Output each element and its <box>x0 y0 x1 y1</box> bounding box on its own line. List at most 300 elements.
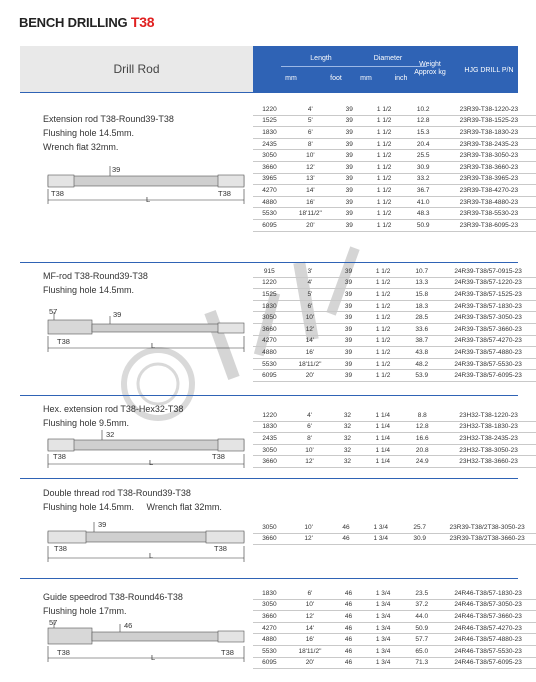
table-row <box>253 335 536 347</box>
table-cell: 1 1/2 <box>364 127 405 139</box>
table-cell: 1 1/2 <box>363 289 403 301</box>
table-cell: 23R39-T38/2T38-3050-23 <box>438 522 536 533</box>
table-cell: 48.2 <box>403 358 440 370</box>
table-cell: 32 <box>333 421 362 433</box>
table-cell: 36.7 <box>405 185 442 197</box>
dimension-coupling-diameter: 57 <box>49 307 58 316</box>
table-cell: 4880 <box>253 196 286 208</box>
table-cell: 71.3 <box>403 657 440 669</box>
table-row <box>253 208 536 220</box>
table-cell: 15.3 <box>405 127 442 139</box>
table-cell: 24R46-T38/57-3660-23 <box>440 611 536 623</box>
table-cell: 1830 <box>253 421 286 433</box>
table-cell: 24R46-T38/57-4270-23 <box>440 622 536 634</box>
thread-label-left: T38 <box>57 648 70 657</box>
header-length: Length <box>310 55 332 62</box>
table-cell: 13' <box>286 173 335 185</box>
table-cell: 1830 <box>253 300 286 312</box>
table-cell: 39 <box>334 266 363 277</box>
title-prefix: BENCH DRILLING <box>19 15 128 30</box>
table-cell: 12.8 <box>403 421 441 433</box>
table-cell: 39 <box>334 347 363 359</box>
table-cell: 6095 <box>253 657 286 669</box>
table-cell: 4880 <box>253 347 286 359</box>
table-cell: 23R39-T38/2T38-3660-23 <box>438 533 536 545</box>
table-cell: 24R46-T38/57-5530-23 <box>440 645 536 657</box>
section-divider <box>20 92 518 93</box>
table-cell: 46 <box>334 611 363 623</box>
table-cell: 20.8 <box>403 444 441 456</box>
header-drill-rod: Drill Rod <box>113 62 160 76</box>
table-cell: 1220 <box>253 410 286 421</box>
header-weight: Weight <box>419 61 441 68</box>
table-cell: 48.3 <box>405 208 442 220</box>
table-cell: 1830 <box>253 127 286 139</box>
table-cell: 65.0 <box>403 645 440 657</box>
thread-label-right: T38 <box>218 189 231 198</box>
table-cell: 1 1/2 <box>364 104 405 115</box>
table-cell: 1 1/2 <box>364 150 405 162</box>
thread-label-right: T38 <box>221 648 234 657</box>
table-cell: 39 <box>335 150 364 162</box>
table-cell: 12' <box>286 323 335 335</box>
table-row <box>253 456 536 468</box>
table-cell: 44.0 <box>403 611 440 623</box>
page-title <box>19 14 154 30</box>
table-row <box>253 611 536 623</box>
table-row <box>253 138 536 150</box>
table-row <box>253 115 536 127</box>
table-cell: 1 1/2 <box>363 266 403 277</box>
table-row <box>253 421 536 433</box>
section-divider <box>20 478 518 479</box>
table-cell: 5530 <box>253 208 286 220</box>
table-cell: 18'11/2" <box>286 358 335 370</box>
table-cell: 10' <box>286 312 335 324</box>
section-line: Hex. extension rod T38-Hex32-T38 <box>43 404 184 414</box>
table-cell: 1 1/4 <box>362 444 403 456</box>
spec-table <box>253 588 536 669</box>
table-cell: 3' <box>286 266 335 277</box>
table-row <box>253 127 536 139</box>
table-cell: 14' <box>286 335 335 347</box>
table-cell: 3050 <box>253 522 286 533</box>
table-cell: 33.6 <box>403 323 440 335</box>
dimension-diameter: 39 <box>98 520 107 529</box>
table-cell: 1 3/4 <box>363 634 403 646</box>
table-row <box>253 277 536 289</box>
table-row <box>253 104 536 115</box>
table-row <box>253 657 536 669</box>
table-cell: 24R39-T38/57-1525-23 <box>440 289 536 301</box>
table-row <box>253 444 536 456</box>
thread-label-right: T38 <box>212 452 225 461</box>
dimension-diameter: 39 <box>113 310 122 319</box>
table-cell: 6095 <box>253 219 286 231</box>
table-cell: 18'11/2" <box>286 208 335 220</box>
table-cell: 39 <box>334 312 363 324</box>
dimension-length: L <box>149 551 154 560</box>
table-cell: 39 <box>335 104 364 115</box>
thread-label-right: T38 <box>214 544 227 553</box>
table-row <box>253 358 536 370</box>
table-cell: 20' <box>286 370 335 382</box>
table-cell: 1 1/2 <box>364 196 405 208</box>
table-cell: 1 1/2 <box>363 370 403 382</box>
table-cell: 1 1/4 <box>362 421 403 433</box>
table-cell: 50.9 <box>405 219 442 231</box>
table-cell: 12' <box>286 611 335 623</box>
table-row <box>253 289 536 301</box>
table-cell: 46 <box>334 588 363 599</box>
section-description <box>43 402 183 430</box>
table-cell: 39 <box>335 219 364 231</box>
dimension-coupling-diameter: 57 <box>49 618 58 627</box>
table-cell: 41.0 <box>405 196 442 208</box>
table-cell: 32 <box>333 456 362 468</box>
table-cell: 46 <box>331 533 360 545</box>
table-cell: 39 <box>335 196 364 208</box>
table-cell: 1 1/4 <box>362 433 403 445</box>
table-cell: 12' <box>286 533 332 545</box>
section-description <box>43 486 222 514</box>
table-cell: 6095 <box>253 370 286 382</box>
table-cell: 24R39-T38/57-3660-23 <box>440 323 536 335</box>
table-cell: 46 <box>334 634 363 646</box>
table-header <box>20 46 518 92</box>
table-cell: 23R39-T38-1220-23 <box>442 104 536 115</box>
table-cell: 1220 <box>253 104 286 115</box>
table-cell: 30.9 <box>401 533 438 545</box>
table-cell: 23R39-T38-1525-23 <box>442 115 536 127</box>
spec-table <box>253 410 536 468</box>
table-cell: 1 3/4 <box>360 522 401 533</box>
section-line: Flushing hole 14.5mm. <box>43 128 135 138</box>
dimension-diameter: 32 <box>106 430 115 439</box>
table-cell: 4880 <box>253 634 286 646</box>
thread-label-left: T38 <box>51 189 64 198</box>
table-cell: 8' <box>286 433 332 445</box>
table-cell: 24R39-T38/57-0915-23 <box>440 266 536 277</box>
table-cell: 23H32-T38-3660-23 <box>441 456 536 468</box>
table-cell: 1 1/2 <box>364 173 405 185</box>
rod-diagram <box>40 618 260 668</box>
table-cell: 24R39-T38/57-5530-23 <box>440 358 536 370</box>
table-cell: 23R39-T38-2435-23 <box>442 138 536 150</box>
table-row <box>253 312 536 324</box>
table-cell: 23R39-T38-3050-23 <box>442 150 536 162</box>
table-cell: 10.2 <box>405 104 442 115</box>
table-cell: 1 3/4 <box>360 533 401 545</box>
table-row <box>253 347 536 359</box>
table-cell: 1 1/4 <box>362 456 403 468</box>
table-cell: 32 <box>333 410 362 421</box>
table-cell: 3660 <box>253 161 286 173</box>
table-cell: 3660 <box>253 611 286 623</box>
table-cell: 14' <box>286 622 335 634</box>
table-cell: 46 <box>334 599 363 611</box>
table-cell: 18'11/2" <box>286 645 335 657</box>
section-line: Flushing hole 14.5mm. <box>43 285 135 295</box>
dimension-diameter: 39 <box>112 165 121 174</box>
table-cell: 3050 <box>253 599 286 611</box>
table-cell: 5' <box>286 289 335 301</box>
table-cell: 50.9 <box>403 622 440 634</box>
rod-diagram <box>40 308 260 358</box>
table-row <box>253 300 536 312</box>
table-row <box>253 185 536 197</box>
table-cell: 18.3 <box>403 300 440 312</box>
table-cell: 4' <box>286 277 335 289</box>
table-row <box>253 323 536 335</box>
table-cell: 46 <box>334 657 363 669</box>
table-cell: 1 1/2 <box>364 161 405 173</box>
section-line: Flushing hole 14.5mm. Wrench flat 32mm. <box>43 502 222 512</box>
header-inch: inch <box>394 75 408 82</box>
table-cell: 15.8 <box>403 289 440 301</box>
table-cell: 1 3/4 <box>363 611 403 623</box>
header-band <box>253 46 518 92</box>
table-cell: 38.7 <box>403 335 440 347</box>
title-code: T38 <box>130 14 155 30</box>
table-cell: 3660 <box>253 533 286 545</box>
table-cell: 24R46-T38/57-4880-23 <box>440 634 536 646</box>
section-line: Wrench flat 32mm. <box>43 142 119 152</box>
table-cell: 23R39-T38-3965-23 <box>442 173 536 185</box>
table-cell: 1 1/2 <box>363 300 403 312</box>
table-cell: 1 1/2 <box>363 277 403 289</box>
table-cell: 13.3 <box>403 277 440 289</box>
table-cell: 1220 <box>253 277 286 289</box>
header-dia-mm: mm <box>360 75 372 82</box>
table-cell: 39 <box>335 173 364 185</box>
section-description <box>43 112 174 154</box>
table-cell: 3660 <box>253 323 286 335</box>
table-cell: 6' <box>286 588 335 599</box>
table-cell: 1 1/2 <box>363 347 403 359</box>
watermark-seal-inner <box>138 364 178 404</box>
table-cell: 39 <box>334 277 363 289</box>
spec-table <box>253 266 536 382</box>
table-cell: 23H32-T38-1830-23 <box>441 421 536 433</box>
spec-table <box>253 522 536 545</box>
table-cell: 14' <box>286 185 335 197</box>
table-cell: 6' <box>286 300 335 312</box>
table-cell: 4270 <box>253 335 286 347</box>
table-cell: 24R39-T38/57-4880-23 <box>440 347 536 359</box>
table-row <box>253 219 536 231</box>
table-row <box>253 370 536 382</box>
header-diameter: Diameter <box>373 55 403 62</box>
table-cell: 24R46-T38/57-1830-23 <box>440 588 536 599</box>
table-cell: 39 <box>334 323 363 335</box>
section-divider <box>20 578 518 579</box>
table-row <box>253 588 536 599</box>
table-cell: 28.5 <box>403 312 440 324</box>
section-line: Double thread rod T38-Round39-T38 <box>43 488 191 498</box>
table-row <box>253 622 536 634</box>
table-cell: 23R39-T38-1830-23 <box>442 127 536 139</box>
section-line: Guide speedrod T38-Round46-T38 <box>43 592 183 602</box>
table-row <box>253 161 536 173</box>
table-cell: 20' <box>286 657 335 669</box>
table-cell: 39 <box>334 289 363 301</box>
table-cell: 4' <box>286 410 332 421</box>
table-cell: 32 <box>333 444 362 456</box>
table-cell: 1525 <box>253 289 286 301</box>
table-cell: 43.8 <box>403 347 440 359</box>
table-cell: 915 <box>253 266 286 277</box>
table-cell: 39 <box>334 300 363 312</box>
table-cell: 1 1/2 <box>363 358 403 370</box>
header-approx: Approx kg <box>414 69 446 76</box>
table-cell: 1 3/4 <box>363 622 403 634</box>
table-row <box>253 150 536 162</box>
table-cell: 3660 <box>253 456 286 468</box>
table-row <box>253 599 536 611</box>
table-cell: 24R46-T38/57-3050-23 <box>440 599 536 611</box>
header-length-rule <box>281 66 361 67</box>
table-row <box>253 410 536 421</box>
table-cell: 24R39-T38/57-1220-23 <box>440 277 536 289</box>
section-divider <box>20 262 518 263</box>
table-cell: 4270 <box>253 622 286 634</box>
table-cell: 8' <box>286 138 335 150</box>
table-row <box>253 634 536 646</box>
table-cell: 23.5 <box>403 588 440 599</box>
table-cell: 1 3/4 <box>363 645 403 657</box>
header-mm: mm <box>285 75 297 82</box>
table-cell: 16.6 <box>403 433 441 445</box>
table-cell: 23R39-T38-4880-23 <box>442 196 536 208</box>
table-cell: 25.5 <box>405 150 442 162</box>
table-cell: 10' <box>286 444 332 456</box>
table-cell: 1 3/4 <box>363 657 403 669</box>
table-cell: 1 1/2 <box>364 208 405 220</box>
table-cell: 12' <box>286 456 332 468</box>
table-row <box>253 266 536 277</box>
table-cell: 23H32-T38-2435-23 <box>441 433 536 445</box>
table-row <box>253 522 536 533</box>
table-cell: 5530 <box>253 645 286 657</box>
spec-table <box>253 104 536 232</box>
table-cell: 3050 <box>253 312 286 324</box>
table-cell: 1 3/4 <box>363 599 403 611</box>
table-cell: 1 1/2 <box>364 219 405 231</box>
table-cell: 5' <box>286 115 335 127</box>
table-cell: 24R39-T38/57-4270-23 <box>440 335 536 347</box>
table-cell: 23R39-T38-3660-23 <box>442 161 536 173</box>
section-description <box>43 590 183 618</box>
table-cell: 23H32-T38-1220-23 <box>441 410 536 421</box>
table-cell: 39 <box>334 335 363 347</box>
table-cell: 1830 <box>253 588 286 599</box>
table-cell: 39 <box>335 208 364 220</box>
table-row <box>253 173 536 185</box>
table-cell: 39 <box>335 138 364 150</box>
table-cell: 23H32-T38-3050-23 <box>441 444 536 456</box>
table-cell: 39 <box>335 161 364 173</box>
table-cell: 24R39-T38/57-3050-23 <box>440 312 536 324</box>
table-cell: 39 <box>335 115 364 127</box>
table-cell: 16' <box>286 196 335 208</box>
table-cell: 6' <box>286 127 335 139</box>
table-cell: 1 1/2 <box>364 185 405 197</box>
table-cell: 39 <box>335 185 364 197</box>
dimension-length: L <box>149 458 154 467</box>
table-cell: 25.7 <box>401 522 438 533</box>
table-cell: 57.7 <box>403 634 440 646</box>
table-cell: 24.9 <box>403 456 441 468</box>
table-cell: 1 1/2 <box>364 115 405 127</box>
section-description <box>43 269 148 297</box>
section-line: Flushing hole 17mm. <box>43 606 127 616</box>
table-row <box>253 196 536 208</box>
table-cell: 12.8 <box>405 115 442 127</box>
section-divider <box>20 395 518 396</box>
table-cell: 3050 <box>253 150 286 162</box>
table-cell: 10' <box>286 599 335 611</box>
table-cell: 20.4 <box>405 138 442 150</box>
table-cell: 8.8 <box>403 410 441 421</box>
table-cell: 1 1/2 <box>363 335 403 347</box>
table-cell: 10' <box>286 150 335 162</box>
table-cell: 1 1/2 <box>363 323 403 335</box>
table-cell: 10.7 <box>403 266 440 277</box>
table-cell: 3050 <box>253 444 286 456</box>
table-cell: 1525 <box>253 115 286 127</box>
table-cell: 20' <box>286 219 335 231</box>
table-cell: 1 3/4 <box>363 588 403 599</box>
section-line: MF-rod T38-Round39-T38 <box>43 271 148 281</box>
table-cell: 10' <box>286 522 332 533</box>
table-cell: 12' <box>286 161 335 173</box>
table-cell: 24R39-T38/57-1830-23 <box>440 300 536 312</box>
header-foot: foot <box>330 75 342 82</box>
table-cell: 6' <box>286 421 332 433</box>
table-cell: 1 1/2 <box>363 312 403 324</box>
dimension-length: L <box>146 195 151 204</box>
table-cell: 46 <box>331 522 360 533</box>
table-row <box>253 433 536 445</box>
table-cell: 33.2 <box>405 173 442 185</box>
table-cell: 39 <box>335 127 364 139</box>
thread-label-left: T38 <box>57 337 70 346</box>
table-row <box>253 645 536 657</box>
table-cell: 39 <box>334 370 363 382</box>
table-cell: 23R39-T38-4270-23 <box>442 185 536 197</box>
table-cell: 16' <box>286 347 335 359</box>
table-row <box>253 533 536 545</box>
table-cell: 4' <box>286 104 335 115</box>
thread-label-left: T38 <box>54 544 67 553</box>
table-cell: 24R39-T38/57-6095-23 <box>440 370 536 382</box>
table-cell: 5530 <box>253 358 286 370</box>
table-cell: 2435 <box>253 433 286 445</box>
table-cell: 1 1/2 <box>364 138 405 150</box>
table-cell: 2435 <box>253 138 286 150</box>
dimension-length: L <box>151 341 156 350</box>
table-cell: 30.9 <box>405 161 442 173</box>
table-cell: 23R39-T38-6095-23 <box>442 219 536 231</box>
table-cell: 39 <box>334 358 363 370</box>
section-line: Extension rod T38-Round39-T38 <box>43 114 174 124</box>
dimension-length: L <box>151 653 156 662</box>
table-cell: 24R46-T38/57-6095-23 <box>440 657 536 669</box>
table-cell: 16' <box>286 634 335 646</box>
table-cell: 46 <box>334 622 363 634</box>
table-cell: 4270 <box>253 185 286 197</box>
